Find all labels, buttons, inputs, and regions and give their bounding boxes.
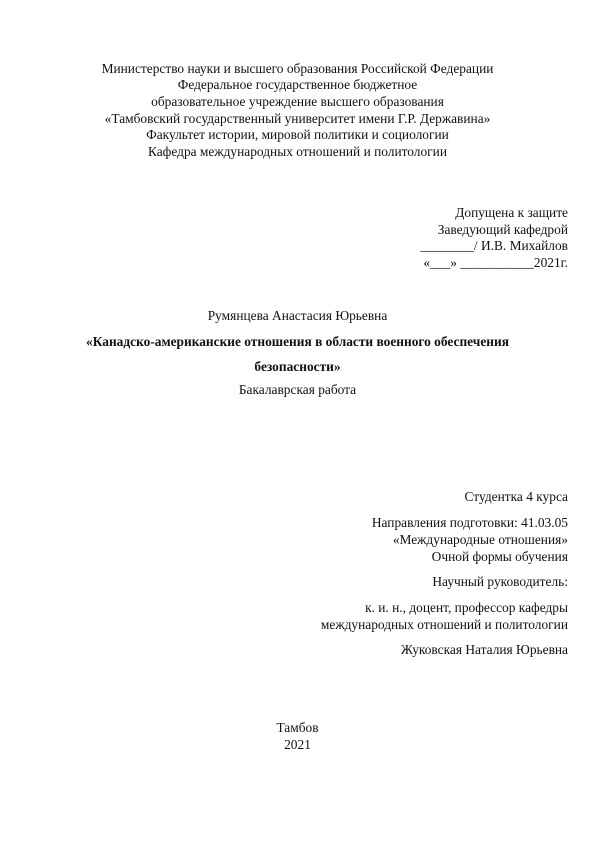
department-name: Кафедра международных отношений и политологии (147, 144, 448, 159)
author-name: Румянцева Анастасия Юрьевна (207, 308, 388, 323)
supervisor-label: Научный руководитель: (432, 574, 568, 589)
faculty-name: Факультет истории, мировой политики и социологии (146, 127, 449, 142)
thesis-title-line-1: «Канадско-американские отношения в области военного обеспечения (86, 334, 509, 349)
footer-year: 2021 (284, 737, 311, 752)
footer-city: Тамбов (276, 720, 319, 735)
supervisor-title-line-1: к. и. н., доцент, профессор кафедры (365, 600, 568, 615)
education-institution-line: образовательное учреждение высшего образования (151, 94, 444, 109)
thesis-title-line-2: безопасности» (254, 359, 341, 374)
federal-institution-line: Федеральное государственное бюджетное (177, 77, 418, 92)
approval-status: Допущена к защите (455, 205, 568, 220)
work-type: Бакалаврская работа (238, 382, 357, 397)
study-direction-name: «Международные отношения» (392, 532, 568, 547)
ministry-line: Министерство науки и высшего образования Российской Федерации (101, 61, 494, 76)
approval-date: «___» ___________2021г. (423, 255, 568, 270)
approval-signature: ________/ И.В. Михайлов (420, 238, 568, 253)
supervisor-title-line-2: международных отношений и политологии (320, 617, 568, 632)
study-form: Очной формы обучения (431, 549, 568, 564)
study-direction: Направления подготовки: 41.03.05 (371, 515, 568, 530)
approval-position: Заведующий кафедрой (437, 222, 568, 237)
supervisor-name: Жуковская Наталия Юрьевна (400, 642, 568, 657)
student-course: Студентка 4 курса (464, 489, 568, 504)
university-name: «Тамбовский государственный университет имени Г.Р. Державина» (104, 111, 491, 126)
